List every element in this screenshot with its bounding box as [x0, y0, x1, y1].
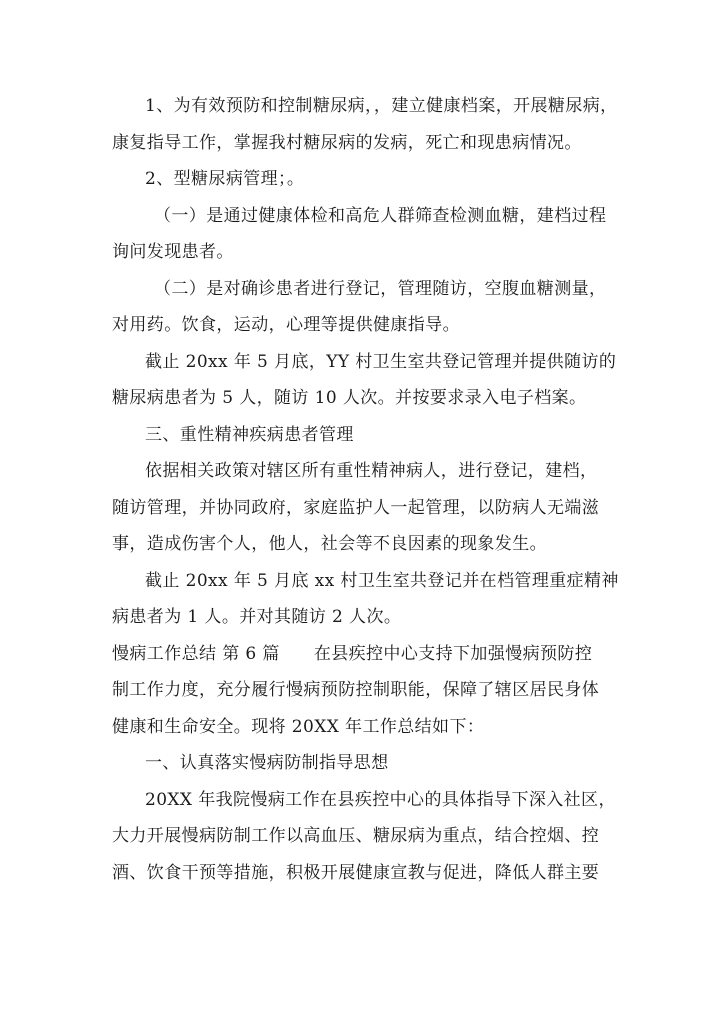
text-line: 糖尿病患者为 5 人，随访 10 人次。并按要求录入电子档案。	[112, 388, 587, 408]
text-line: （一）是通过健康体检和高危人群筛查检测血糖，建档过程	[154, 205, 607, 226]
text-line: 截止 20xx 年 5 月底，YY 村卫生室共登记管理并提供随访的	[145, 351, 617, 372]
text-line: 酒、饮食干预等措施，积极开展健康宣教与促进，降低人群主要	[112, 862, 600, 883]
text-line: 一、认真落实慢病防制指导思想	[145, 753, 389, 773]
document-body	[112, 88, 619, 891]
section-heading-guiding-ideology	[112, 745, 612, 782]
paragraph-mental-policy	[112, 453, 612, 563]
article-heading: 慢病工作总结 第 6 篇	[112, 643, 280, 664]
paragraph-summary-intro	[112, 636, 612, 746]
paragraph-item-two	[112, 271, 612, 344]
text-line: 2、型糖尿病管理；。	[145, 169, 305, 189]
text-line: 1、为有效预防和控制糖尿病，，建立健康档案，开展糖尿病，	[145, 96, 618, 116]
text-line-tail: 在县疾控中心支持下加强慢病预防控	[313, 643, 593, 664]
text-line: 制工作力度，充分履行慢病预防控制职能，保障了辖区居民身体	[112, 680, 600, 700]
text-line: 康复指导工作，掌握我村糖尿病的发病，死亡和现患病情况。	[112, 132, 582, 153]
paragraph-diabetes-management	[112, 161, 612, 198]
paragraph-item-one	[112, 198, 612, 271]
text-line: 事，造成伤害个人，他人，社会等不良因素的现象发生。	[112, 534, 547, 554]
text-line: （二）是对确诊患者进行登记，管理随访，空腹血糖测量，	[154, 278, 607, 299]
text-line: 随访管理，并协同政府，家庭监护人一起管理，以防病人无端滋	[112, 497, 600, 518]
text-line: 健康和生命安全。现将 20XX 年工作总结如下：	[112, 716, 485, 737]
text-line: 截止 20xx 年 5 月底 xx 村卫生室共登记并在档管理重症精神	[145, 570, 619, 591]
section-heading-mental-illness	[112, 417, 612, 454]
paragraph-mental-stats	[112, 563, 619, 636]
text-line: 依据相关政策对辖区所有重性精神病人，进行登记，建档，	[145, 461, 598, 481]
text-line: 病患者为 1 人。并对其随访 2 人次。	[112, 607, 402, 627]
text-line: 询问发现患者。	[112, 242, 234, 262]
text-line	[112, 636, 612, 673]
paragraph-diabetes-goal	[112, 88, 618, 161]
text-line: 对用药。饮食，运动，心理等提供健康指导。	[112, 315, 460, 335]
text-line: 三、重性精神疾病患者管理	[145, 424, 354, 445]
text-line: 20XX 年我院慢病工作在县疾控中心的具体指导下深入社区，	[145, 789, 616, 810]
text-line: 大力开展慢病防制工作以高血压、糖尿病为重点，结合控烟、控	[112, 826, 600, 846]
paragraph-annual-work	[112, 782, 616, 892]
paragraph-diabetes-stats	[112, 344, 617, 417]
